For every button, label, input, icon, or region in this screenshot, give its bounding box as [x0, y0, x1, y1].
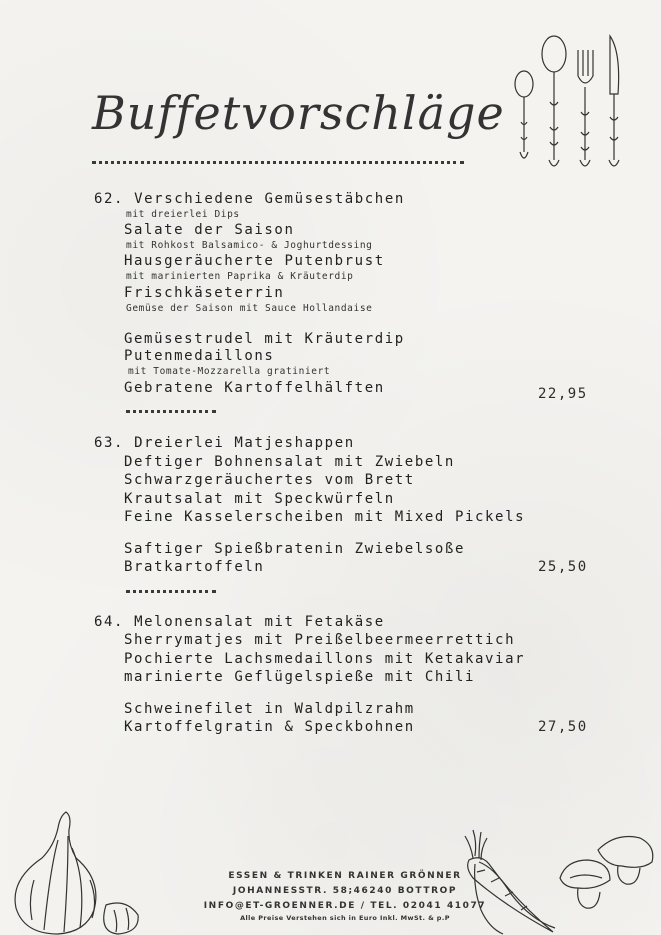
- section-divider: [126, 410, 216, 413]
- footer-price-note: Alle Preise Verstehen sich in Euro Inkl. MwSt. & p.P: [240, 914, 450, 922]
- menu-item-title: Saftiger Spießbratenin Zwiebelsoße: [124, 541, 465, 557]
- menu-item-title: Gebratene Kartoffelhälften: [124, 380, 385, 396]
- menu-item-description: mit Tomate-Mozzarella gratiniert: [128, 366, 331, 377]
- menu-item-title: Salate der Saison: [124, 222, 295, 238]
- menu-item-title: Gemüsestrudel mit Kräuterdip: [124, 331, 405, 347]
- price: 25,50: [538, 559, 588, 575]
- footer-company: ESSEN & TRINKEN RAINER GRÖNNER: [228, 871, 462, 881]
- menu-item-title: 63. Dreierlei Matjeshappen: [94, 435, 355, 451]
- menu-item-title: Pochierte Lachsmedaillons mit Ketakaviar: [124, 651, 526, 667]
- mushrooms-icon: [556, 832, 656, 912]
- menu-item-title: Schweinefilet in Waldpilzrahm: [124, 701, 415, 717]
- menu-item-title: Deftiger Bohnensalat mit Zwiebeln: [124, 454, 455, 470]
- section-divider: [126, 590, 216, 593]
- garlic-icon: [6, 810, 146, 935]
- menu-item-description: mit marinierten Paprika & Kräuterdip: [126, 271, 354, 282]
- menu-item-description: mit dreierlei Dips: [126, 209, 240, 220]
- menu-item-title: Krautsalat mit Speckwürfeln: [124, 491, 395, 507]
- menu-item-title: Bratkartoffeln: [124, 559, 265, 575]
- price: 22,95: [538, 386, 588, 402]
- menu-item-title: Hausgeräucherte Putenbrust: [124, 253, 385, 269]
- menu-item-title: 62. Verschiedene Gemüsestäbchen: [94, 191, 405, 207]
- menu-item-title: Putenmedaillons: [124, 348, 275, 364]
- footer-contact: INFO@ET-GROENNER.DE / TEL. 02041 41077: [203, 901, 487, 911]
- title-divider: [92, 161, 464, 164]
- menu-item-title: 64. Melonensalat mit Fetakäse: [94, 614, 385, 630]
- menu-item-description: Gemüse der Saison mit Sauce Hollandaise: [126, 303, 373, 314]
- footer-address: JOHANNESSTR. 58;46240 BOTTROP: [232, 886, 458, 896]
- menu-item-title: Feine Kasselerscheiben mit Mixed Pickels: [124, 509, 526, 525]
- cutlery-icon: [506, 32, 631, 172]
- price: 27,50: [538, 719, 588, 735]
- menu-item-title: marinierte Geflügelspieße mit Chili: [124, 669, 476, 685]
- page-title: Buffetvorschläge: [92, 86, 505, 140]
- menu-item-title: Schwarzgeräuchertes vom Brett: [124, 472, 415, 488]
- menu-item-description: mit Rohkost Balsamico- & Joghurtdessing: [126, 240, 373, 251]
- menu-item-title: Kartoffelgratin & Speckbohnen: [124, 719, 415, 735]
- menu-item-title: Frischkäseterrin: [124, 285, 285, 301]
- menu-item-title: Sherrymatjes mit Preißelbeermeerrettich: [124, 632, 516, 648]
